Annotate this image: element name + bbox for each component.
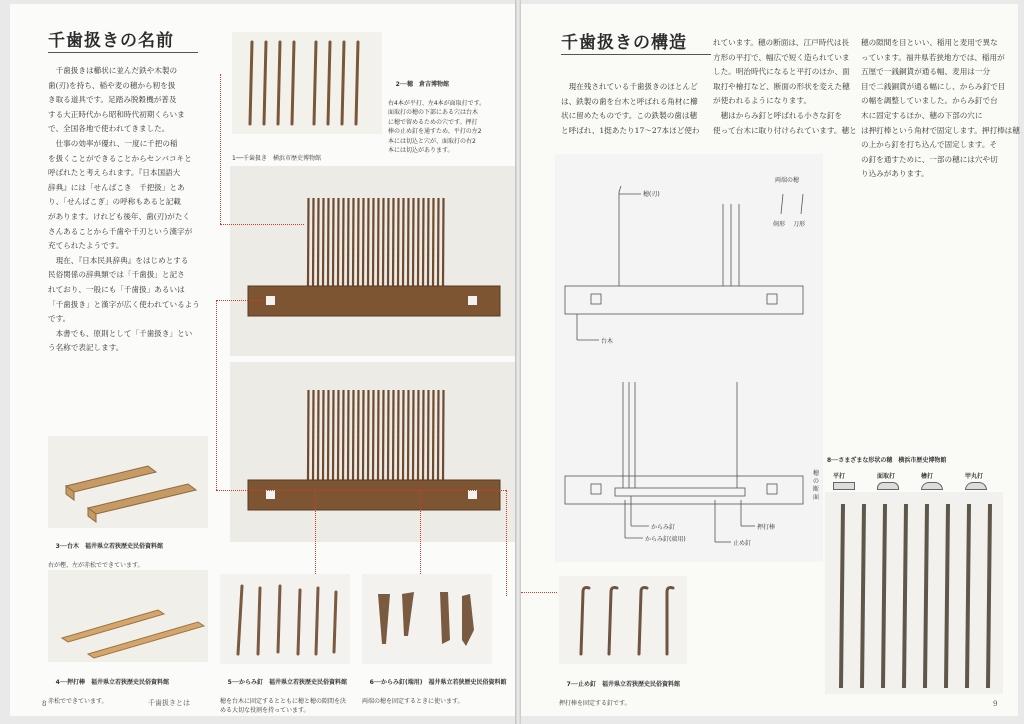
label-karamikugi: からみ釘 — [651, 524, 676, 531]
oshiuchi-photo — [48, 570, 208, 662]
shape-label-2: 面取打 — [877, 473, 896, 480]
leader-line — [216, 300, 266, 301]
shape-label-4: 甲丸打 — [965, 473, 984, 480]
daiki-photo — [48, 436, 208, 528]
label-daiki: 台木 — [601, 338, 614, 345]
cap1: 1──千歯扱き 横浜市歴史博物館 — [232, 155, 322, 162]
right-title: 千歯扱きの構造 — [561, 28, 687, 53]
cap6-head: 6──からみ釘(端用) 福井県立若狭歴史民俗資料館 — [369, 678, 507, 686]
cap4-body: 赤松でできています。 — [48, 697, 108, 705]
page-number-right: 9 — [993, 700, 998, 708]
shape-section-icon — [877, 482, 899, 490]
right-body-2: れています。穂の断面は、江戸時代は長 方形の平打で、幅広で短く造られていま した。明治時代になると平打のほか、面 取打や檜打など、断面の形状を変えた穂 が使われるようになります。 穂はからみ釘と呼ばれる小さな釘を 使って台木に取り付けられています。穂と — [713, 38, 857, 135]
footer-label: 千歯扱きとは — [148, 699, 190, 707]
label-tomekugi: 止め釘 — [733, 540, 752, 547]
leader-line — [220, 74, 221, 224]
cap2-body: 右4本が平打、左4本が面取打です。 面取打の穂の下部にある穴は台木 に穂で留めるための穴です。押打 棒の止め釘を通すため、平打の左2 本には切込と穴が、面取打の右2 本には切込があります。 — [388, 99, 486, 154]
leader-line — [521, 592, 557, 593]
senba-photo-front — [230, 166, 515, 356]
spikes-photo — [232, 32, 382, 134]
cap3-head: 3──台木 福井県立若狭歴史民俗資料館 — [55, 542, 164, 550]
shape-section-icon — [921, 482, 943, 490]
karamikugi-end-photo — [362, 574, 492, 664]
label-ho: 穂(刃) — [643, 191, 660, 198]
leader-line — [420, 490, 421, 574]
cap7-body: 押打棒を固定する釘です。 — [559, 699, 631, 707]
cap5-head: 5──からみ釘 福井県立若狭歴史民俗資料館 — [227, 678, 348, 686]
section-label: 穂の断面 — [813, 470, 820, 501]
label-katanagata: 刀形 — [793, 221, 806, 228]
cap6-body: 両端の穂を固定するときに使います。 — [362, 697, 464, 705]
page-number-left: 8 — [42, 700, 47, 708]
left-page — [10, 4, 515, 716]
cap5-body: 穂を台木に固定するとともに穂と穂の隙間を決 める大切な役割を持っています。 — [220, 697, 347, 714]
spike-shapes-photo — [825, 492, 1003, 694]
shape-section-icon — [965, 482, 987, 490]
shape-section-icon — [833, 482, 855, 490]
cap7-head: 7──止め釘 福井県立若狭歴史民俗資料館 — [566, 680, 681, 688]
structure-diagram — [555, 154, 823, 562]
left-body-text: 千歯扱きは櫛状に並んだ鉄や木製の 歯(刃)を持ち、稲や麦の穂から籾を扱 き取る道具です。足踏み脱穀機が普及 する大正時代から昭和時代初期くらいま で、全国各地で使われてきました。 仕事の効率が優れ、一度に千把の稲 を扱くことができることからセンバコキと 呼ばれたと考えられます。『日本国語大 辞典』には「せんばこき 千把扱」とあ り、「せんばこぎ」の呼称もあると記載 があります。けれども後年、歯(刃)がたく さんあることから千歯や千刃という漢字が 充てられたようです。 現在、『日本民具辞典』をはじめとする 民俗関係の辞典類では「千歯扱」と記さ れており、一般にも「千歯扱」あるいは 「千歯扱き」と漢字が広く使われているよう です。 本書でも、原則として「千歯扱き」とい う名称で表記します。 — [48, 66, 200, 353]
cap3-body: 右が樫、左が赤松でできています。 — [48, 561, 144, 569]
karamikugi-photo — [220, 574, 350, 664]
left-title: 千歯扱きの名前 — [48, 26, 174, 51]
cap8: 8──さまざまな形状の穂 横浜市歴史博物館 — [827, 457, 947, 464]
leader-line — [216, 490, 506, 491]
leader-line — [220, 224, 304, 225]
cap2-head: 2──穂 倉吉博物館 — [395, 80, 450, 88]
shape-label-1: 平打 — [833, 473, 846, 480]
label-oshiuchi: 押打棒 — [757, 524, 776, 531]
tomekugi-photo — [559, 576, 687, 664]
leader-line — [315, 490, 316, 574]
cap4-head: 4──押打棒 福井県立若狭歴史民俗資料館 — [55, 678, 170, 686]
right-body-3: 穂の隙間を目といい、稲用と麦用で異な っています。福井県若狭地方では、稲用が 五厘で一銭銅貨が通る幅、麦用は一分 目で二銭銅貨が通る幅にし、からみ釘で目 の幅を調整していました。からみ釘で台 木に固定するほか、穂の下部の穴に は押打棒という角材で固定します。押打棒は穂 の上から釘を打ち込んで固定します。そ の釘を通すために、一部の穂には穴や切 り込みがあります。 — [861, 38, 1020, 179]
label-ryotan: 両端の穂 — [775, 177, 800, 184]
label-karamikugi-end: からみ釘(端用) — [645, 536, 686, 543]
label-kenbata: 剣形 — [773, 221, 786, 228]
leader-line — [506, 490, 507, 596]
right-page — [521, 4, 1018, 716]
senba-photo-back — [230, 362, 515, 542]
right-body-1: 現在残されている千歯扱きのほとんど は、鉄製の歯を台木と呼ばれる角材に櫛 状に留めたものです。この鉄製の歯は穂 と呼ばれ、1挺あたり17〜27本ほど使わ — [561, 82, 700, 135]
shape-label-3: 檜打 — [921, 473, 934, 480]
leader-line — [216, 300, 217, 490]
